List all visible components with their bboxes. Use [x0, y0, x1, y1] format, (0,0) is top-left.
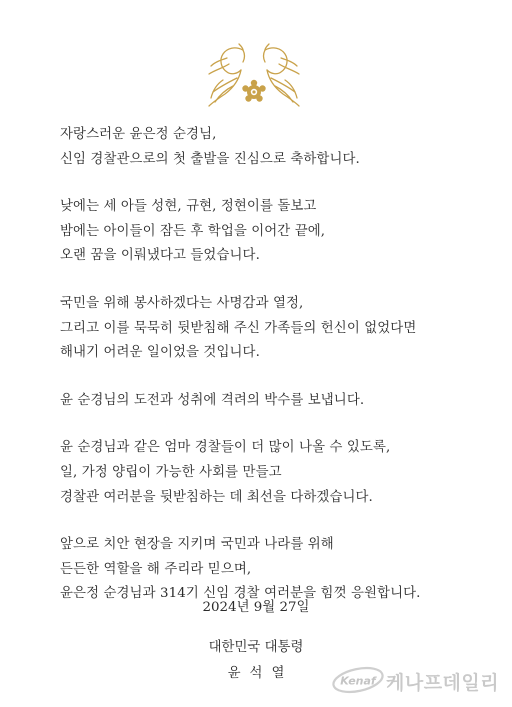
letter-line: 해내기 어려운 일이었을 것입니다. [60, 345, 260, 361]
watermark [330, 664, 506, 698]
letter-line: 윤 순경님과 같은 엄마 경찰들이 더 많이 나올 수 있도록, [60, 440, 391, 456]
letter-line: 국민을 위해 봉사하겠다는 사명감과 열정, [60, 295, 304, 311]
letter-line: 밤에는 아이들이 잠든 후 학업을 이어간 끝에, [60, 223, 326, 239]
watermark-text: 케나프데일리 [386, 672, 500, 694]
letter-line: 낮에는 세 아들 성현, 규현, 정현이를 돌보고 [60, 199, 317, 215]
letter-date: 2024년 9월 27일 [202, 600, 310, 615]
letter-line: 그리고 이를 묵묵히 뒷받침해 주신 가족들의 헌신이 없었다면 [60, 320, 417, 336]
sender-name: 윤석열 [227, 666, 294, 681]
letter-line: 앞으로 치안 현장을 지키며 국민과 나라를 위해 [60, 537, 334, 553]
letter-line: 오랜 꿈을 이뤄냈다고 들었습니다. [60, 248, 260, 264]
letter-paragraph [60, 436, 490, 510]
letter-paragraph [60, 389, 490, 414]
letter-line: 든든한 역할을 해 주리라 믿으며, [60, 561, 252, 577]
letter-line: 윤은정 순경님과 314기 신임 경찰 여러분을 힘껏 응원합니다. [60, 586, 421, 602]
letter-line: 신임 경찰관으로의 첫 출발을 진심으로 축하합니다. [60, 151, 360, 167]
letter-line: 일, 가정 양립이 가능한 사회를 만들고 [60, 464, 282, 480]
letter-line: 경찰관 여러분을 뒷받침하는 데 최선을 다하겠습니다. [60, 489, 373, 505]
watermark-logo-text: Kenaf [340, 674, 376, 688]
letter-line: 윤 순경님의 도전과 성취에 격려의 박수를 보냅니다. [60, 392, 365, 408]
letter-paragraph [60, 195, 490, 269]
kenaf-logo-icon [330, 666, 386, 694]
letter-paragraph [60, 292, 490, 366]
presidential-phoenix-emblem-icon [203, 40, 305, 112]
sender-title: 대한민국 대통령 [208, 640, 304, 655]
letter-line: 자랑스러운 윤은정 순경님, [60, 127, 217, 142]
letter-paragraph [60, 123, 490, 172]
letter-body [60, 123, 490, 630]
